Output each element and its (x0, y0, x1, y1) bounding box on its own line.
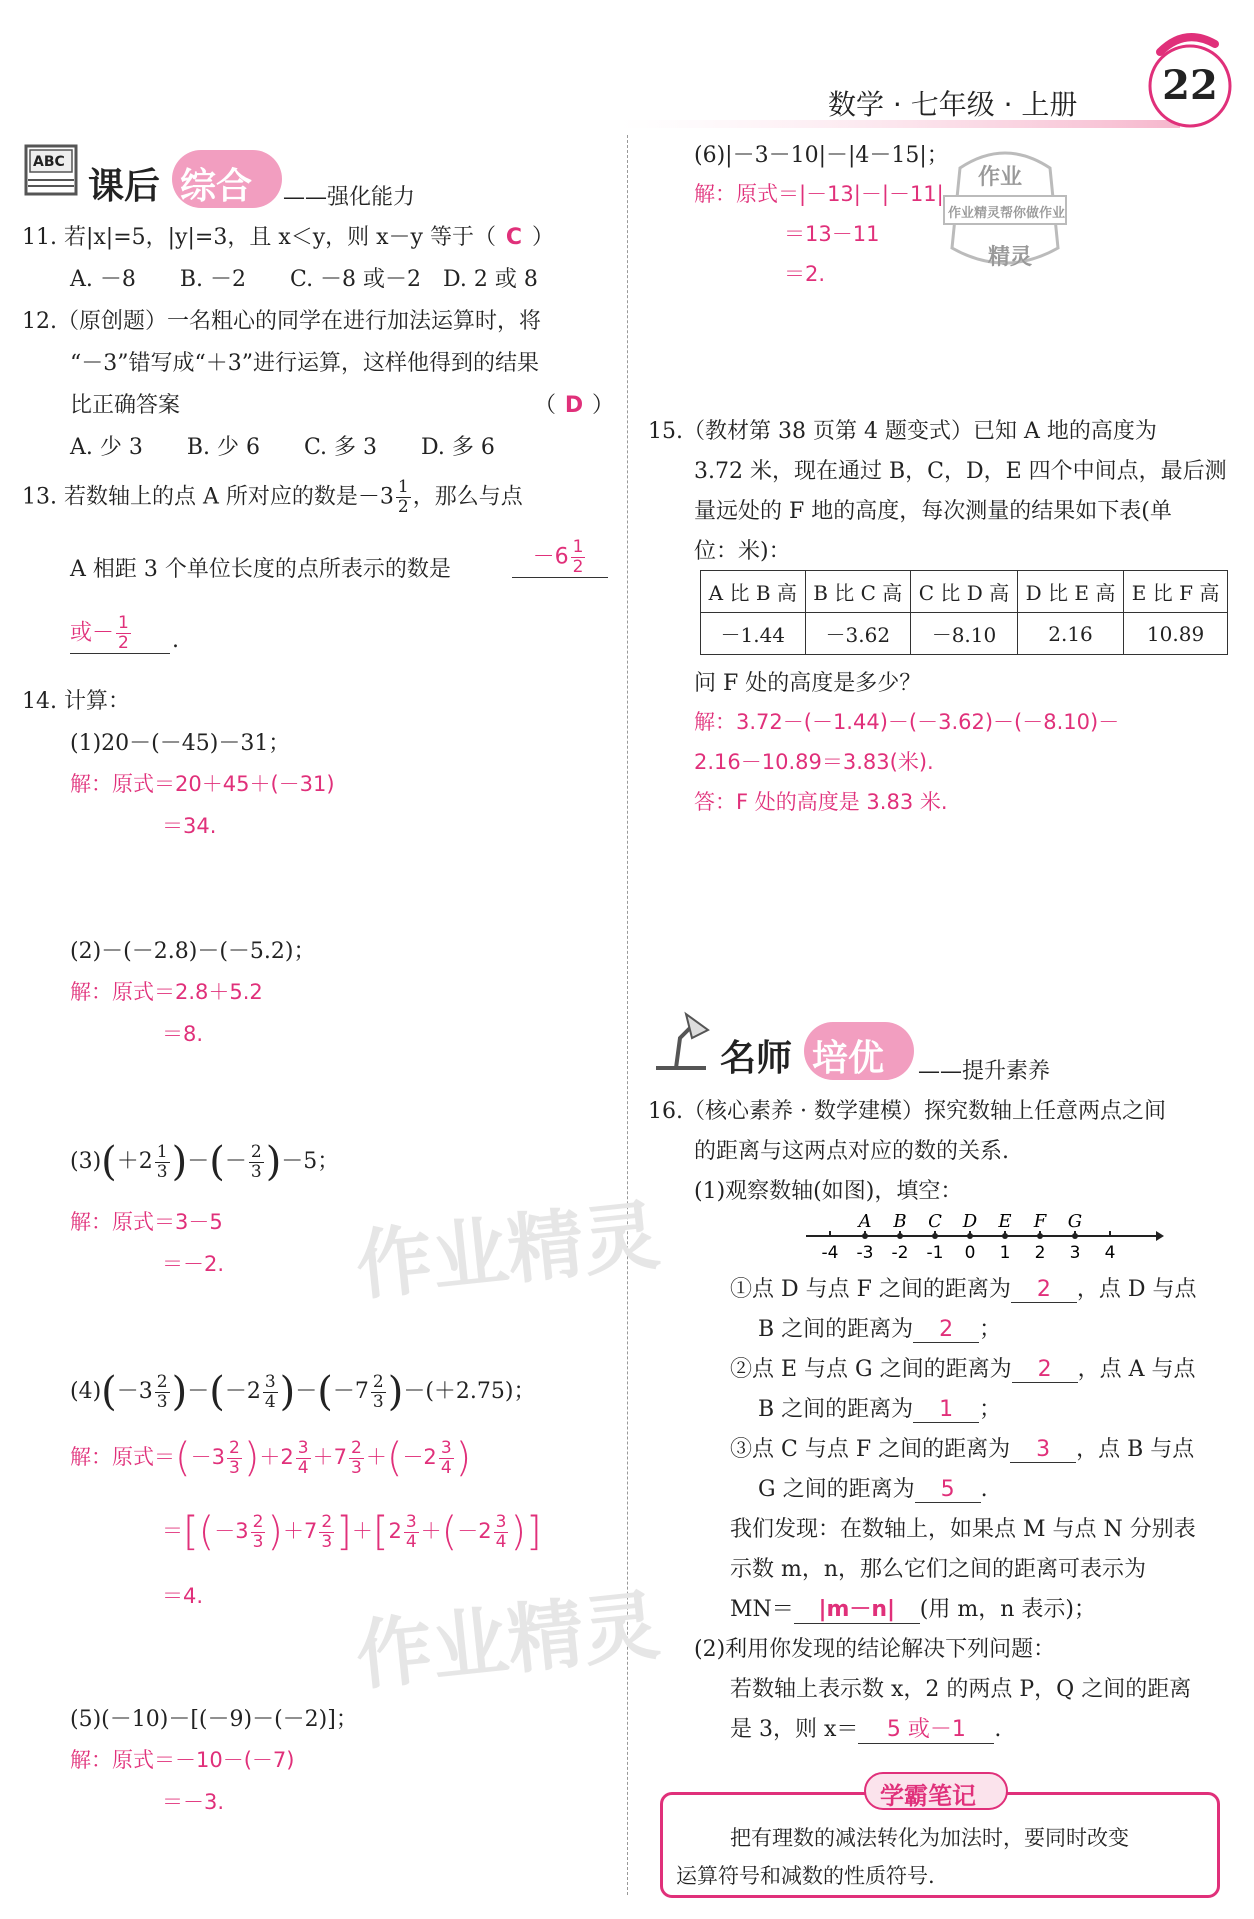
q15-solution-2: 2.16－10.89＝3.83(米). (694, 750, 934, 774)
q16-c3c: G 之间的距离为 (758, 1477, 915, 1502)
q16-c3b: ，点 B 与点 (1076, 1437, 1195, 1462)
q16-c2-answer1: 2 (1012, 1357, 1078, 1383)
q16-finding-3a: MN＝ (730, 1597, 794, 1622)
table-cell: －3.62 (805, 613, 910, 655)
q12-answer: D (564, 393, 584, 418)
q15-line2: 3.72 米，现在通过 B，C，D，E 四个中间点，最后测 (694, 459, 1227, 484)
q12-line1: 12.（原创题）一名粗心的同学在进行加法运算时，将 (22, 309, 541, 334)
q16-finding-2: 示数 m，n，那么它们之间的距离可表示为 (730, 1557, 1147, 1582)
q14-title: 14. 计算： (22, 689, 130, 714)
number-line-tick-label: -3 (856, 1243, 874, 1263)
q13-line1b: ，那么与点 (412, 484, 523, 510)
q16-finding-3b: (用 m，n 表示)； (919, 1597, 1096, 1622)
q16-c1a: ①点 D 与点 F 之间的距离为 (730, 1277, 1011, 1302)
number-line-point (862, 1233, 868, 1239)
q13-answer-blank-1 (512, 538, 608, 578)
section2-title-b: 培优 (812, 1038, 885, 1079)
number-line-tick-label: -4 (821, 1243, 839, 1263)
q15-solution-1: 解：3.72－(－1.44)－(－3.62)－(－8.10)－ (694, 710, 1120, 734)
stamp-top: 作业 (978, 164, 1023, 190)
number-line-point-label: G (1067, 1211, 1083, 1232)
q12-paren-open: （ (534, 393, 557, 418)
q16-part1: (1)观察数轴(如图)，填空： (694, 1179, 963, 1204)
table-cell: 2.16 (1017, 613, 1123, 655)
q16-line1: 16.（核心素养 · 数学建模）探究数轴上任意两点之间 (648, 1099, 1166, 1124)
note-line1: 把有理数的减法转化为加法时，要同时改变 (730, 1826, 1129, 1850)
number-line-point (1037, 1233, 1043, 1239)
page-number: 22 (1162, 62, 1218, 109)
q14-part2-step2: ＝8. (162, 1022, 204, 1046)
number-line-point-label: A (858, 1211, 872, 1232)
q15-line1: 15.（教材第 38 页第 4 题变式）已知 A 地的高度为 (648, 419, 1157, 444)
number-line-tick-label: 2 (1034, 1243, 1046, 1263)
q14-part2: (2)－(－2.8)－(－5.2)； (70, 939, 316, 964)
table-cell: －1.44 (701, 613, 806, 655)
number-line (806, 1206, 1166, 1266)
q15-question: 问 F 处的高度是多少？ (694, 671, 922, 696)
q15-line3: 量远处的 F 地的高度，每次测量的结果如下表(单 (694, 499, 1172, 524)
q16-c1c: B 之间的距离为 (758, 1317, 914, 1342)
number-line-point-label: D (962, 1211, 978, 1232)
lamp-icon (646, 1008, 716, 1078)
q16-c2-answer2: 1 (913, 1397, 979, 1423)
q13-ans1-fraction: $\frac{1}{2}$ (572, 537, 584, 577)
stamp-bottom: 精灵 (988, 244, 1033, 270)
q13-ans2-fraction: $\frac{1}{2}$ (118, 613, 129, 653)
q16-part2-line1: 若数轴上表示数 x，2 的两点 P，Q 之间的距离 (730, 1677, 1192, 1702)
number-line-point (932, 1233, 938, 1239)
table-header-cell: A 比 B 高 (701, 571, 806, 613)
q14-part3-step2: ＝－2. (162, 1252, 225, 1276)
q14-part5-step2: ＝－3. (162, 1790, 225, 1814)
q14-part4: (4)(－3 $\frac{2}{3}$ )－(－2 $\frac{3}{4}$ )－(－7 $\frac{2}{3}$ )－(＋2.75)； (70, 1369, 536, 1415)
book-icon (22, 140, 82, 202)
q16-c2c: B 之间的距离为 (758, 1397, 914, 1422)
q16-c2b: ，点 A 与点 (1077, 1357, 1196, 1382)
book-icon-label: ABC (33, 154, 65, 170)
q14-part2-step1: 解：原式＝2.8＋5.2 (70, 980, 263, 1004)
table-cell: －8.10 (911, 613, 1018, 655)
q16-c2a: ②点 E 与点 G 之间的距离为 (730, 1357, 1012, 1382)
q16-c3a: ③点 C 与点 F 之间的距离为 (730, 1437, 1011, 1462)
q16-finding-answer: |m－n| (794, 1592, 920, 1624)
number-line-point (1072, 1233, 1078, 1239)
q16-c3-answer1: 3 (1010, 1437, 1076, 1463)
number-line-point-label: B (893, 1211, 907, 1232)
note-line2: 运算符号和减数的性质符号. (676, 1864, 935, 1888)
q16-finding-1: 我们发现：在数轴上，如果点 M 与点 N 分别表 (730, 1517, 1196, 1542)
note-title: 学霸笔记 (880, 1782, 976, 1810)
watermark-2: 作业精灵 (351, 1580, 664, 1701)
q13-fraction: $\frac{1}{2}$ (397, 477, 409, 517)
q16-c3-answer2: 5 (915, 1477, 981, 1503)
q13-line2: A 相距 3 个单位长度的点所表示的数是 (70, 557, 451, 582)
q14-part6-step1: 解：原式＝|－13|－|－11| (694, 182, 944, 206)
q16-c1-answer2: 2 (913, 1317, 979, 1343)
q14-part1-step1: 解：原式＝20＋45＋(－31) (70, 772, 335, 796)
table-header-row (701, 571, 1228, 613)
q13-line1a: 13. 若数轴上的点 A 所对应的数是－3 (22, 484, 394, 510)
q16-part2: (2)利用你发现的结论解决下列问题： (694, 1637, 1056, 1662)
q14-part1: (1)20－(－45)－31； (70, 731, 291, 756)
number-line-tick-label: 3 (1069, 1243, 1081, 1263)
q11-answer: C (505, 225, 523, 250)
q13-period: . (172, 628, 179, 653)
q14-part6: (6)|－3－10|－|4－15|； (694, 143, 949, 168)
section2-title-a: 名师 (720, 1038, 793, 1079)
table-header-cell: B 比 C 高 (805, 571, 910, 613)
section-title-a: 课后 (88, 166, 161, 207)
q16-line2: 的距离与这两点对应的数的关系. (694, 1139, 1009, 1164)
q14-part6-step3: ＝2. (784, 262, 826, 286)
q12-options: A. 少 3 B. 少 6 C. 多 3 D. 多 6 (70, 435, 495, 460)
q14-part4-step2: ＝[(－3 $\frac{2}{3}$ )＋7 $\frac{2}{3}$ ]＋[2 $\frac{3}{4}$ ＋(－2 $\frac{3}{4}$ )] (162, 1509, 542, 1555)
number-line-tick-label: -2 (891, 1243, 909, 1263)
q16-part2-line2a: 是 3，则 x＝ (730, 1717, 859, 1742)
number-line-point (1002, 1233, 1008, 1239)
number-line-point (967, 1233, 973, 1239)
q16-part2-line2b: . (994, 1717, 1002, 1742)
q13-ans1: －6 (532, 544, 569, 570)
table-header-cell: C 比 D 高 (911, 571, 1018, 613)
q16-c1-answer1: 2 (1011, 1277, 1077, 1303)
q11-stem: 11. 若|x|=5，|y|=3，且 x＜y，则 x－y 等于（ (22, 225, 496, 250)
q16-part2-answer: 5 或－1 (858, 1712, 994, 1744)
section-title-b: 综合 (180, 166, 253, 207)
q16-c2d: ； (979, 1397, 1002, 1422)
number-line-tick-label: 1 (999, 1243, 1011, 1263)
q12-paren-close: ） (592, 393, 615, 418)
table-cell: 10.89 (1124, 613, 1228, 655)
number-line-point-label: F (1033, 1211, 1047, 1232)
q16-c3d: . (980, 1477, 988, 1502)
q13-answer-blank-2 (70, 614, 170, 654)
q14-part5-step1: 解：原式＝－10－(－7) (70, 1748, 295, 1772)
q11-options: A. －8 B. －2 C. －8 或－2 D. 2 或 8 (70, 267, 538, 292)
section-subtitle: ——强化能力 (283, 185, 416, 210)
q14-part4-step3: ＝4. (162, 1584, 204, 1608)
q14-part3: (3)(＋2 $\frac{1}{3}$ )－(－ $\frac{2}{3}$ )－5； (70, 1139, 340, 1185)
q15-table (700, 570, 1228, 655)
number-line-point-label: E (998, 1211, 1012, 1232)
q15-line4: 位：米)： (694, 539, 791, 564)
q14-part1-step2: ＝34. (162, 814, 217, 838)
section2-subtitle: ——提升素养 (918, 1059, 1051, 1084)
q14-part6-step2: ＝13－11 (784, 222, 880, 246)
q16-c1d: ； (979, 1317, 1002, 1342)
q14-part3-step1: 解：原式＝3－5 (70, 1210, 223, 1234)
table-row (701, 613, 1228, 655)
number-line-tick-label: 0 (964, 1243, 976, 1263)
subject-label: 数学 · 七年级 · 上册 (828, 88, 1078, 121)
q15-solution-3: 答：F 处的高度是 3.83 米. (694, 790, 948, 814)
number-line-tick-label: -1 (926, 1243, 944, 1263)
table-header-cell: E 比 F 高 (1124, 571, 1228, 613)
q12-line3: 比正确答案 (70, 393, 181, 418)
q11-close: ） (531, 225, 554, 250)
number-line-point-label: C (928, 1211, 942, 1232)
q13-ans2: 或－ (70, 620, 115, 646)
q14-part4-step1: 解：原式＝(－3 $\frac{2}{3}$ )＋2 $\frac{3}{4}$ ＋7 $\frac{2}{3}$ ＋(－2 $\frac{3}{4}$ ) (70, 1435, 472, 1481)
q16-c1b: ，点 D 与点 (1076, 1277, 1197, 1302)
number-line-point (897, 1233, 903, 1239)
watermark-1: 作业精灵 (351, 1190, 664, 1311)
number-line-tick-label: 4 (1104, 1243, 1116, 1263)
q14-part5: (5)(－10)－[(－9)－(－2)]； (70, 1707, 358, 1732)
stamp-middle: 作业精灵帮你做作业 (948, 206, 1066, 221)
table-header-cell: D 比 E 高 (1017, 571, 1123, 613)
q12-line2: “－3”错写成“＋3”进行运算，这样他得到的结果 (70, 351, 539, 376)
